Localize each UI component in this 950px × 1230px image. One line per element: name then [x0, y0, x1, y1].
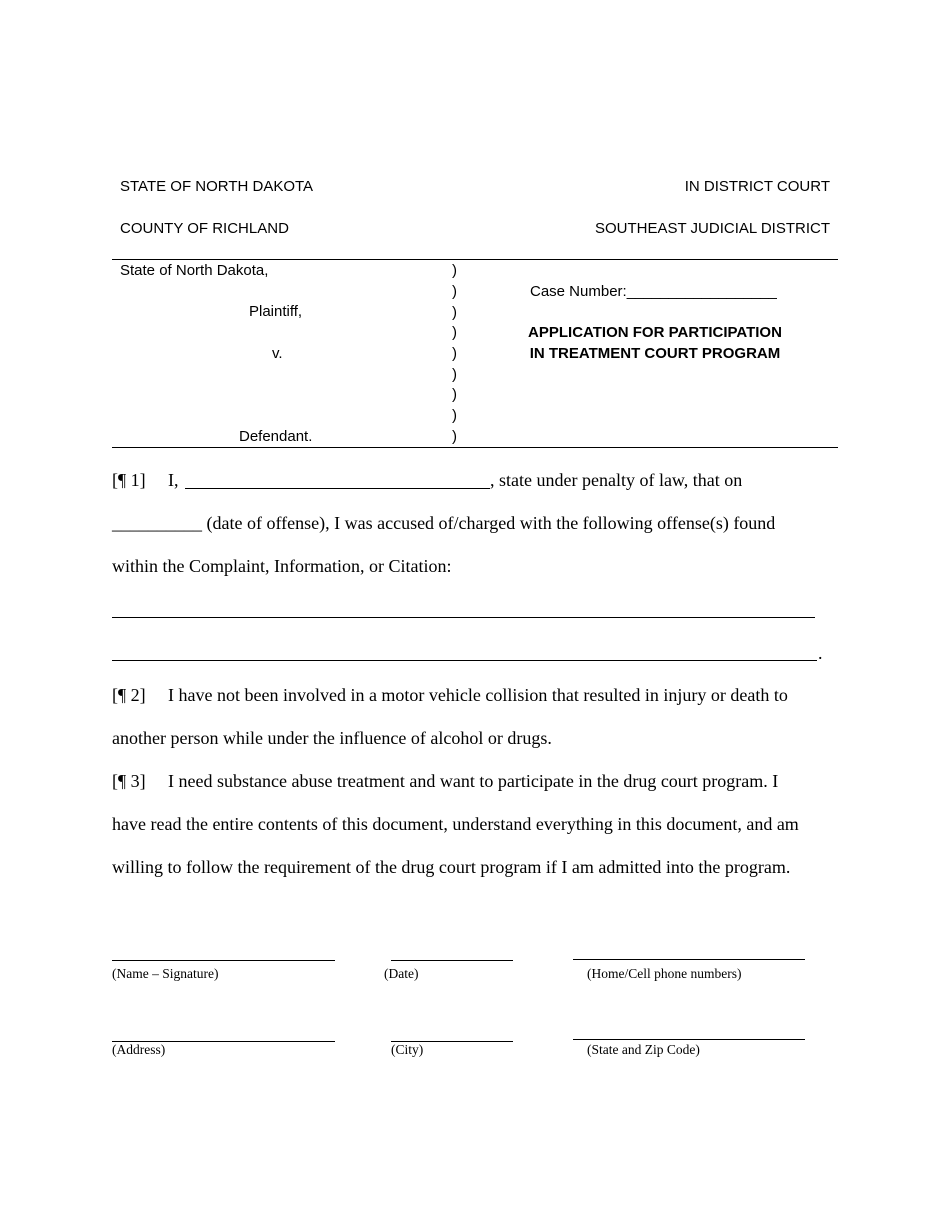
paragraph-3-line3: willing to follow the requirement of the drug court program if I am admitted into the program.	[112, 857, 791, 877]
county-heading: COUNTY OF RICHLAND	[120, 220, 289, 237]
caption-bottom-rule	[112, 447, 838, 448]
party-name: State of North Dakota,	[120, 262, 269, 279]
caption-paren: )	[452, 428, 457, 445]
date-line[interactable]	[391, 960, 513, 961]
applicant-name-blank[interactable]	[185, 488, 490, 489]
paragraph-3-line1: I need substance abuse treatment and want to participate in the drug court program. I	[168, 771, 779, 791]
document-title-line2: IN TREATMENT COURT PROGRAM	[529, 345, 781, 362]
city-label: (City)	[391, 1042, 424, 1057]
caption-paren: )	[452, 262, 457, 279]
caption-top-rule	[112, 259, 838, 260]
caption-paren: )	[452, 283, 457, 300]
signature-label: (Name – Signature)	[112, 966, 219, 981]
state-zip-label: (State and Zip Code)	[587, 1042, 700, 1057]
caption-paren: )	[452, 366, 457, 383]
paragraph-1-text: , state under penalty of law, that on	[490, 470, 743, 490]
case-number-field[interactable]: Case Number:__________________	[530, 283, 777, 300]
paragraph-3-line2: have read the entire contents of this document, understand everything in this document, and am	[112, 814, 799, 834]
court-heading: IN DISTRICT COURT	[684, 178, 830, 195]
document-title-line1: APPLICATION FOR PARTICIPATION	[528, 324, 782, 341]
paragraph-2-line2: another person while under the influence of alcohol or drugs.	[112, 728, 552, 748]
caption-paren: )	[452, 304, 457, 321]
date-label: (Date)	[384, 966, 419, 981]
caption-paren: )	[452, 407, 457, 424]
state-zip-line[interactable]	[573, 1039, 805, 1040]
district-heading: SOUTHEAST JUDICIAL DISTRICT	[594, 220, 830, 237]
paragraph-1-line3: within the Complaint, Information, or Citation:	[112, 556, 452, 576]
signature-line[interactable]	[112, 960, 335, 961]
plaintiff-label: Plaintiff,	[249, 303, 303, 320]
offense-blank-2[interactable]	[112, 660, 817, 661]
versus-label: v.	[272, 345, 283, 362]
defendant-label: Defendant.	[239, 428, 313, 445]
paragraph-3-marker: [¶ 3]	[112, 771, 146, 791]
state-heading: STATE OF NORTH DAKOTA	[120, 178, 314, 195]
caption-paren: )	[452, 386, 457, 403]
paragraph-1-i: I,	[168, 470, 179, 490]
paragraph-2-marker: [¶ 2]	[112, 685, 146, 705]
paragraph-1-line2: __________ (date of offense), I was accused of/charged with the following offense(s) found	[112, 513, 776, 533]
paragraph-2-line1: I have not been involved in a motor vehicle collision that resulted in injury or death to	[168, 685, 788, 705]
offense-blank-1[interactable]	[112, 617, 815, 618]
offense-period: .	[818, 643, 823, 663]
address-label: (Address)	[112, 1042, 166, 1057]
caption-paren: )	[452, 345, 457, 362]
paragraph-1-marker: [¶ 1]	[112, 470, 146, 490]
caption-paren: )	[452, 324, 457, 341]
phone-label: (Home/Cell phone numbers)	[587, 966, 742, 981]
phone-line[interactable]	[573, 959, 805, 960]
